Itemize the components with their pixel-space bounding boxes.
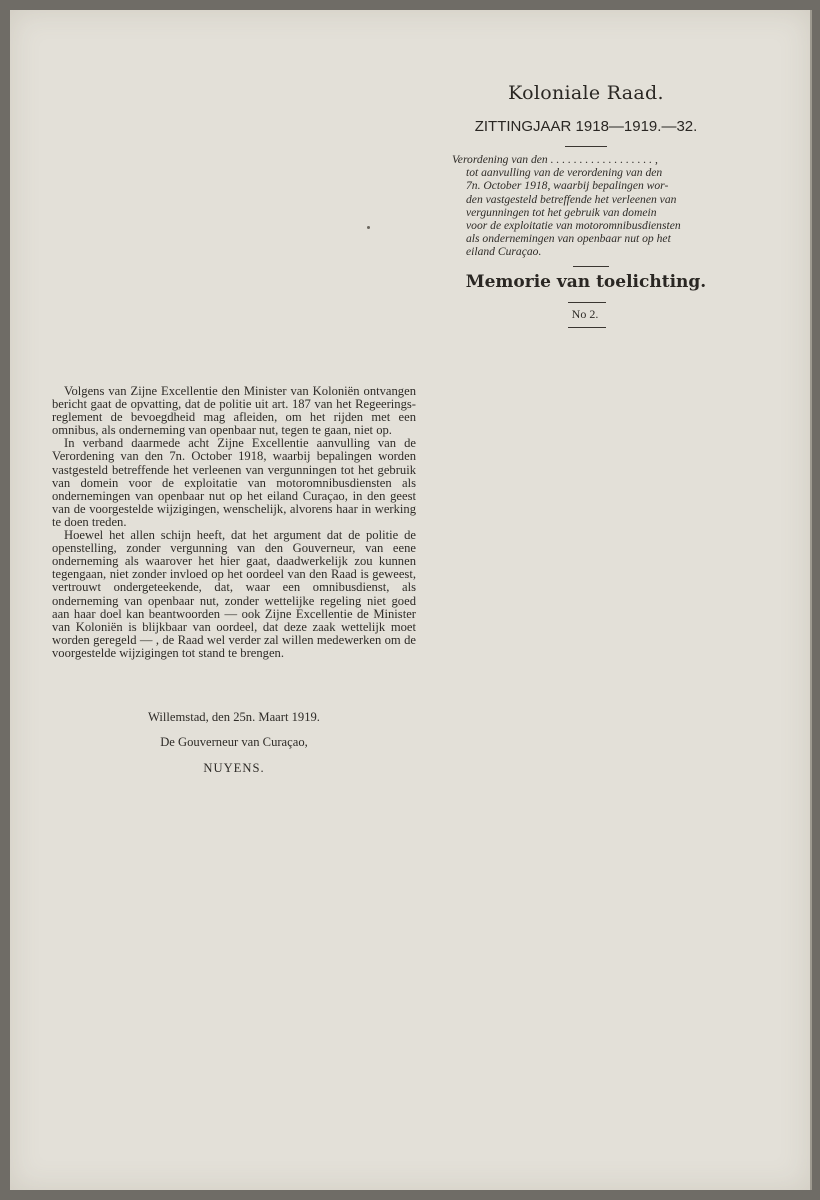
body-paragraph: Volgens van Zijne Excellentie den Minister van Koloniën ontvangen bericht gaat de opvatting, dat de politie uit art. 187 van het Regeerings-reglement de bevoegdheid mag afleiden, om het rijden met een omnibus, als onderneming van openbaar nut, tegen te gaan, niet op.: [52, 384, 416, 438]
divider-number-bottom: [568, 327, 606, 328]
divider-number-top: [568, 302, 606, 303]
memo-body: [52, 385, 416, 660]
ordinance-line: als ondernemingen van openbaar nut op het: [466, 232, 671, 246]
paper-speck: [367, 226, 370, 229]
ordinance-line: eiland Curaçao.: [466, 245, 542, 259]
body-paragraph: In verband daarmede acht Zijne Excellentie aanvulling van de Verordening van den 7n. October 1918, waarbij bepalingen worden vastgesteld betreffende het verleenen van vergunningen tot het gebruik van domein voor de exploitatie van motoromnibusdiensten als ondernemingen van openbaar nut op het eiland Curaçao, in den geest van de voorgestelde wijzigingen, wenschelijk, alvorens haar in werking te doen treden.: [52, 436, 416, 529]
divider-top: [565, 146, 607, 147]
ordinance-line: vergunningen tot het gebruik van domein: [466, 205, 657, 219]
divider-middle: [573, 266, 609, 267]
session-heading: ZITTINGJAAR 1918—1919.—32.: [474, 118, 698, 135]
signatory-title: De Gouverneur van Curaçao,: [160, 735, 308, 749]
signature: NUYENS.: [203, 761, 265, 775]
ordinance-title: [452, 153, 718, 259]
ordinance-line: den vastgesteld betreffende het verleenen van: [466, 192, 677, 206]
ordinance-line: 7n. October 1918, waarbij bepalingen wor-: [466, 179, 669, 193]
ordinance-line: tot aanvulling van de verordening van den: [466, 166, 663, 180]
memo-title: Memorie van toelichting.: [465, 272, 707, 292]
place-date: Willemstad, den 25n. Maart 1919.: [148, 710, 320, 724]
ordinance-line: voor de exploitatie van motoromnibusdiensten: [466, 219, 681, 233]
body-paragraph: Hoewel het allen schijn heeft, dat het argument dat de politie de openstelling, zonder vergunning van den Gouverneur, van eene onderneming als waarover het hier gaat, daadwerkelijk zou kunnen tegengaan, niet zonder invloed op het oordeel van den Raad is geweest, vertrouwt ondergeteekende, dat, waar een omnibusdienst, als onderneming van openbaar nut, zonder wettelijke regeling niet goed aan haar doel kan beantwoorden — ook Zijne Excellentie de Minister van Koloniën is blijkbaar van oordeel, dat deze zaak wettelijk moet worden geregeld — , de Raad wel verder zal willen medewerken om de voorgestelde wijzigingen tot stand te brengen.: [52, 528, 416, 660]
council-heading: Koloniale Raad.: [508, 82, 664, 104]
document-number: No 2.: [571, 307, 599, 321]
ordinance-line: Verordening van den . . . . . . . . . . . . . . . . . . ,: [452, 153, 658, 166]
